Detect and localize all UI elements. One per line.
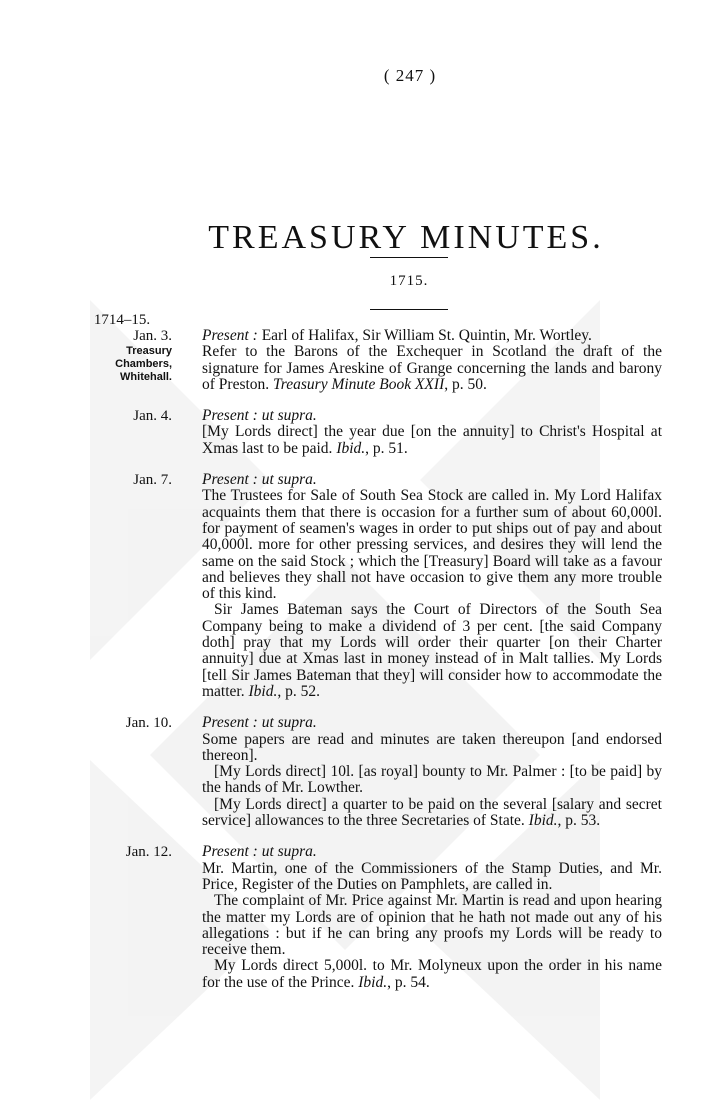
entry-place: Whitehall.	[120, 371, 172, 383]
present-label: Present :	[202, 471, 262, 489]
entry-place: Chambers,	[115, 358, 172, 370]
divider-rule	[370, 309, 448, 310]
minute-paragraph: Mr. Martin, one of the Commissioners of the Stamp Duties, and Mr. Price, Register of the Duties on Pamphlets, are called in.	[202, 859, 662, 893]
source-reference: Ibid.	[248, 682, 278, 700]
present-label: Present :	[202, 843, 262, 861]
source-reference: Ibid.	[336, 439, 366, 457]
present-label: Present :	[202, 327, 262, 344]
entry-body	[172, 715, 662, 829]
entry-body	[172, 844, 662, 991]
minute-entry	[72, 844, 662, 991]
minute-paragraph: [My Lords direct] 10l. [as royal] bounty to Mr. Palmer : [to be paid] by the hands of Mr. Lowther.	[202, 763, 662, 797]
minute-entry	[72, 472, 662, 700]
page-title: TREASURY MINUTES.	[208, 218, 604, 256]
source-reference: Treasury Minute Book XXII	[273, 375, 445, 393]
minutes-list	[72, 312, 662, 1006]
present-names: Earl of Halifax, Sir William St. Quintin, Mr. Wortley.	[261, 327, 592, 344]
entry-date: Jan. 3.	[133, 328, 172, 344]
minute-paragraph: [My Lords direct] the year due [on the annuity] to Christ's Hospital at Xmas last to be paid. Ibid., p. 51.	[202, 423, 662, 457]
margin-note	[72, 844, 172, 991]
margin-note	[72, 408, 172, 457]
minute-entry	[72, 312, 662, 393]
page-number: ( 247 )	[383, 66, 437, 85]
minute-paragraph: Sir James Bateman says the Court of Directors of the South Sea Company being to make a dividend of 3 per cent. [the said Company doth] pray that my Lords will order their quarter [on their Charter annuity] due at Xmas last in money instead of in Malt tallies. My Lords [tell Sir James Bateman that they] will consider how to accommodate the matter. Ibid., p. 52.	[202, 601, 662, 700]
present-label: Present :	[202, 407, 262, 425]
entry-date: Jan. 7.	[133, 472, 172, 489]
present-line	[202, 472, 662, 488]
divider-rule	[370, 257, 448, 258]
year-heading: 1715.	[389, 273, 429, 289]
present-line	[202, 328, 662, 344]
minute-paragraph: The Trustees for Sale of South Sea Stock are called in. My Lord Halifax acquaints them that there is occasion for a further sum of about 60,000l. for payment of seamen's wages in order to put ships out of pay and about 40,000l. more for other pressing services, and desires they will lend the same on the said Stock ; which the [Treasury] Board will take as a favour and believes they shall not have occasion to give them any more trouble of this kind.	[202, 487, 662, 603]
present-names: ut supra.	[261, 843, 317, 861]
entry-body	[172, 408, 662, 457]
source-reference: Ibid.	[358, 973, 388, 991]
margin-note	[72, 472, 172, 700]
minute-paragraph: [My Lords direct] a quarter to be paid on the several [salary and secret service] allowances to the three Secretaries of State. Ibid., p. 53.	[202, 795, 662, 830]
present-line	[202, 715, 662, 731]
margin-note	[72, 312, 172, 393]
present-names: ut supra.	[261, 714, 317, 732]
source-reference: Ibid.	[528, 812, 558, 830]
minute-paragraph: Refer to the Barons of the Exchequer in Scotland the draft of the signature for James Areskine of Grange concerning the lands and barony of Preston. Treasury Minute Book XXII, p. 50.	[202, 343, 662, 393]
minute-entry	[72, 715, 662, 829]
minute-paragraph: My Lords direct 5,000l. to Mr. Molyneux upon the order in his name for the use of the Prince. Ibid., p. 54.	[202, 957, 662, 991]
entry-date: Jan. 12.	[125, 844, 172, 861]
present-names: ut supra.	[261, 471, 317, 489]
entry-date: Jan. 4.	[133, 408, 172, 425]
present-names: ut supra.	[261, 407, 317, 425]
margin-note	[72, 715, 172, 829]
minute-paragraph: Some papers are read and minutes are taken thereupon [and endorsed thereon].	[202, 730, 662, 764]
entry-date: Jan. 10.	[125, 715, 172, 732]
minute-paragraph: The complaint of Mr. Price against Mr. Martin is read and upon hearing the matter my Lords are of opinion that he hath not made out any of his allegations : but if he can bring any proofs my Lords will be ready to receive them.	[202, 892, 662, 959]
entry-place: Treasury	[126, 345, 172, 357]
present-line	[202, 844, 662, 860]
minute-entry	[72, 408, 662, 457]
present-line	[202, 408, 662, 424]
entry-body	[172, 312, 662, 393]
margin-year: 1714–15.	[93, 312, 151, 328]
entry-body	[172, 472, 662, 700]
present-label: Present :	[202, 714, 262, 732]
